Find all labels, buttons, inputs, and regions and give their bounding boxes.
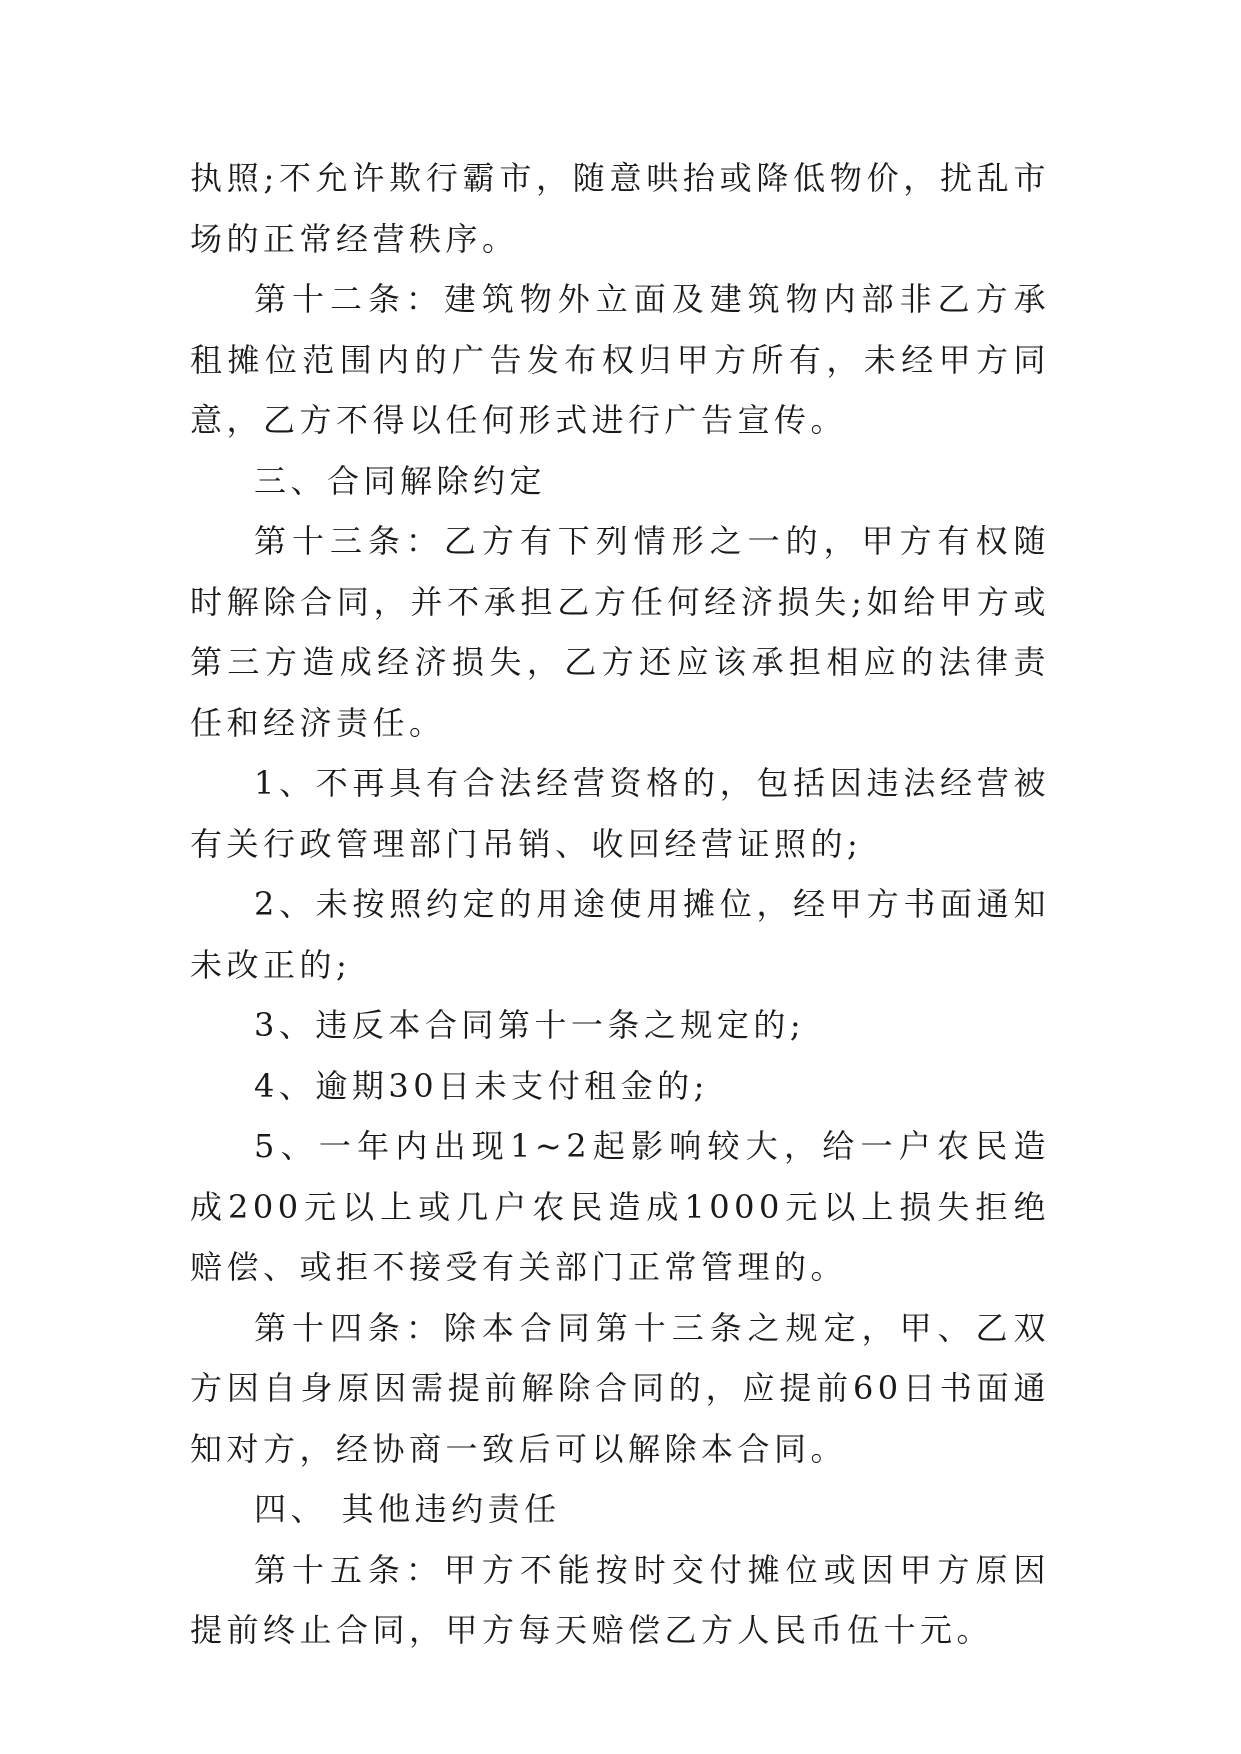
paragraph-continuation: 执照;不允许欺行霸市，随意哄抬或降低物价，扰乱市场的正常经营秩序。 [190, 159, 1050, 258]
article-13-item-4: 4、逾期30日未支付租金的; [254, 1066, 709, 1105]
article-13: 第十三条：乙方有下列情形之一的，甲方有权随时解除合同，并不承担乙方任何经济损失;如给甲方或第三方造成经济损失，乙方还应该承担相应的法律责任和经济责任。 [190, 522, 1050, 742]
article-14: 第十四条：除本合同第十三条之规定，甲、乙双方因自身原因需提前解除合同的，应提前60日书面通知对方，经协商一致后可以解除本合同。 [190, 1308, 1050, 1468]
article-13-item-3: 3、违反本合同第十一条之规定的; [254, 1006, 806, 1044]
document-body [190, 148, 1050, 1661]
article-13-item-5: 5、一年内出现1~2起影响较大，给一户农民造成200元以上或几户农民造成1000元以上损失拒绝赔偿、或拒不接受有关部门正常管理的。 [190, 1127, 1050, 1286]
article-12: 第十二条：建筑物外立面及建筑物内部非乙方承租摊位范围内的广告发布权归甲方所有，未经甲方同意，乙方不得以任何形式进行广告宣传。 [190, 280, 1050, 439]
article-15: 第十五条：甲方不能按时交付摊位或因甲方原因提前终止合同，甲方每天赔偿乙方人民币伍十元。 [190, 1550, 1050, 1649]
section-heading-3: 三、合同解除约定 [254, 461, 547, 500]
article-13-item-1: 1、不再具有合法经营资格的，包括因违法经营被有关行政管理部门吊销、收回经营证照的; [190, 764, 1050, 863]
article-13-item-2: 2、未按照约定的用途使用摊位，经甲方书面通知未改正的; [190, 885, 1050, 984]
section-heading-4: 四、 其他违约责任 [254, 1490, 561, 1528]
